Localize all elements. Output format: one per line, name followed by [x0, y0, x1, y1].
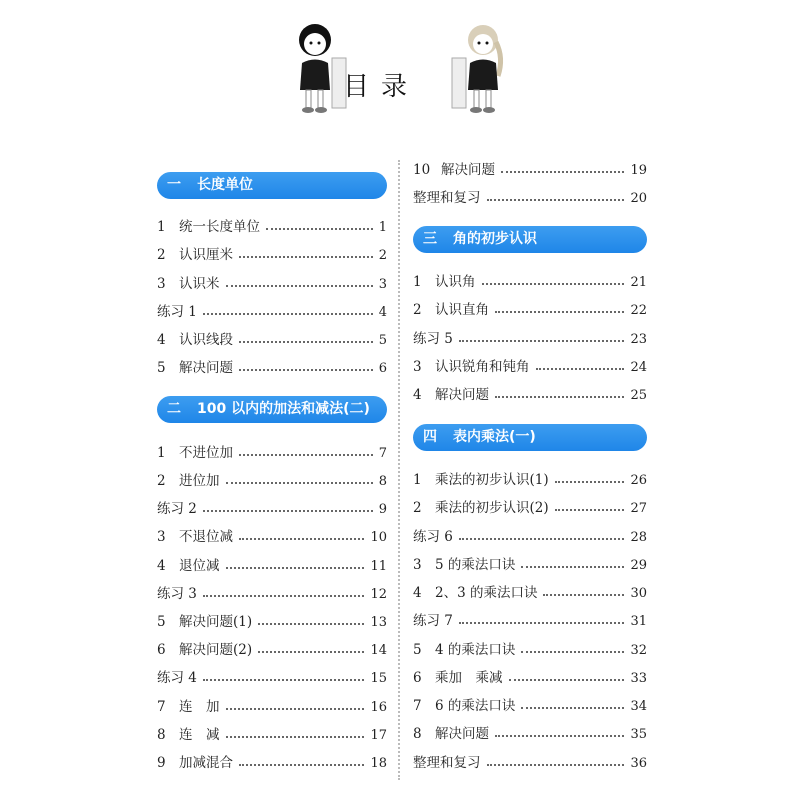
toc-entry[interactable]: 整理和复习 36 — [413, 755, 647, 771]
girl-right-icon — [448, 18, 518, 118]
toc-entry[interactable]: 5 解决问题(1) 13 — [157, 614, 387, 630]
page-title: 目录 — [343, 72, 420, 102]
section-header-2[interactable]: 二 100 以内的加法和减法(二) — [157, 396, 387, 423]
section-header-1[interactable]: 一 长度单位 — [157, 172, 387, 199]
toc-entry[interactable]: 8 解决问题 35 — [413, 726, 647, 742]
column-divider — [398, 160, 400, 780]
toc-entry[interactable]: 3 认识米 3 — [157, 276, 387, 292]
toc-entry[interactable]: 练习 6 28 — [413, 529, 647, 545]
section-header-3[interactable]: 三 角的初步认识 — [413, 226, 647, 253]
toc-entry[interactable]: 6 解决问题(2) 14 — [157, 642, 387, 658]
section-header-4[interactable]: 四 表内乘法(一) — [413, 424, 647, 451]
toc-entry[interactable]: 3 5 的乘法口诀 29 — [413, 557, 647, 573]
toc-entry[interactable]: 6 乘加 乘减 33 — [413, 670, 647, 686]
toc-entry[interactable]: 1 统一长度单位 1 — [157, 219, 387, 235]
toc-entry[interactable]: 7 6 的乘法口诀 34 — [413, 698, 647, 714]
girl-left-icon — [280, 18, 350, 118]
toc-entry[interactable]: 练习 7 31 — [413, 613, 647, 629]
toc-entry[interactable]: 4 2、3 的乘法口诀 30 — [413, 585, 647, 601]
toc-entry[interactable]: 整理和复习 20 — [413, 190, 647, 206]
toc-entry[interactable]: 1 不进位加 7 — [157, 445, 387, 461]
toc-entry[interactable]: 2 乘法的初步认识(2) 27 — [413, 500, 647, 516]
toc-entry[interactable]: 2 认识厘米 2 — [157, 247, 387, 263]
toc-entry[interactable]: 5 4 的乘法口诀 32 — [413, 642, 647, 658]
toc-entry[interactable]: 7 连 加 16 — [157, 699, 387, 715]
toc-entry[interactable]: 练习 4 15 — [157, 670, 387, 686]
toc-entry[interactable]: 4 认识线段 5 — [157, 332, 387, 348]
toc-entry[interactable]: 练习 3 12 — [157, 586, 387, 602]
toc-entry[interactable]: 3 不退位减 10 — [157, 529, 387, 545]
toc-entry[interactable]: 2 认识直角 22 — [413, 302, 647, 318]
toc-entry[interactable]: 9 加减混合 18 — [157, 755, 387, 771]
toc-entry[interactable]: 1 认识角 21 — [413, 274, 647, 290]
toc-entry[interactable]: 10 解决问题 19 — [413, 162, 647, 178]
toc-entry[interactable]: 5 解决问题 6 — [157, 360, 387, 376]
toc-entry[interactable]: 4 退位减 11 — [157, 558, 387, 574]
toc-entry[interactable]: 2 进位加 8 — [157, 473, 387, 489]
toc-entry[interactable]: 4 解决问题 25 — [413, 387, 647, 403]
toc-entry[interactable]: 3 认识锐角和钝角 24 — [413, 359, 647, 375]
toc-entry[interactable]: 1 乘法的初步认识(1) 26 — [413, 472, 647, 488]
toc-entry[interactable]: 8 连 减 17 — [157, 727, 387, 743]
toc-entry[interactable]: 练习 1 4 — [157, 304, 387, 320]
toc-entry[interactable]: 练习 5 23 — [413, 331, 647, 347]
toc-entry[interactable]: 练习 2 9 — [157, 501, 387, 517]
